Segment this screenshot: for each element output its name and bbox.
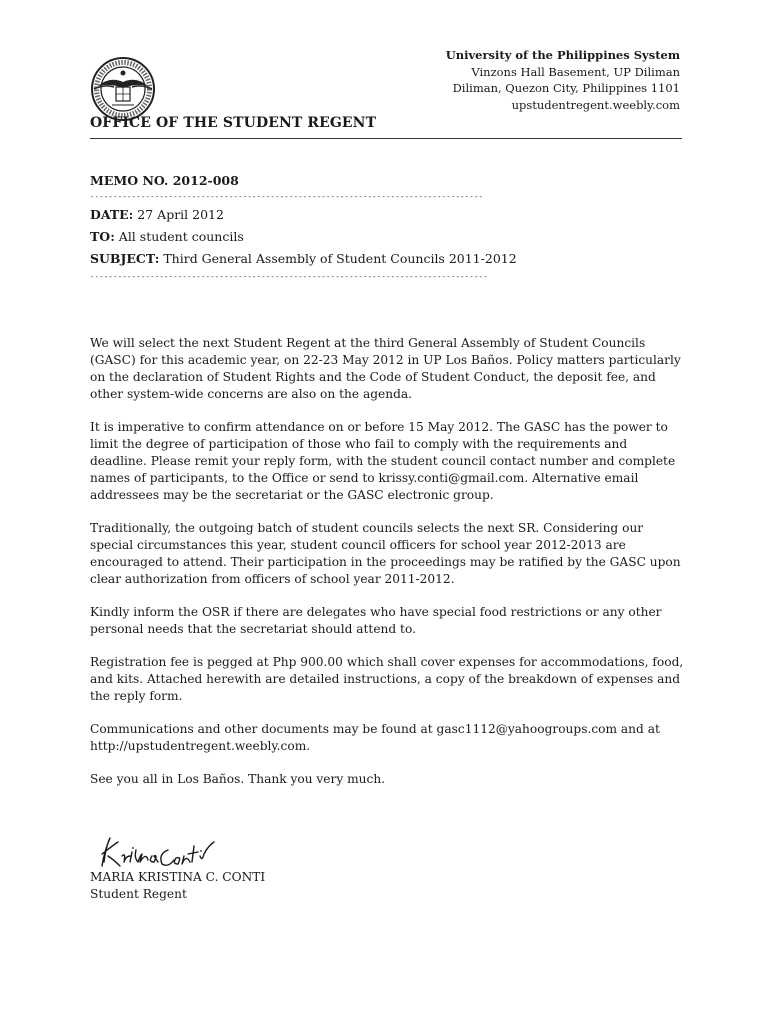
- memo-number: MEMO NO. 2012-008: [90, 173, 239, 188]
- signatory-block: [90, 869, 265, 903]
- memo-to: [90, 226, 517, 248]
- office-title: OFFICE OF THE STUDENT REGENT: [90, 115, 377, 131]
- up-seal-logo-icon: [90, 56, 156, 122]
- memo-separator-2: --------------------------------------------------------------------------------------: [90, 272, 488, 281]
- body-paragraph-5: Registration fee is pegged at Php 900.00 which shall cover expenses for accommodations, food, and kits. Attached herewith are detailed instructions, a copy of the breakdown of expenses and the reply form.: [90, 655, 684, 703]
- memo-separator: -------------------------------------------------------------------------------------: [90, 192, 484, 201]
- website-text: upstudentregent.weebly.com: [511, 97, 680, 112]
- signatory-title: Student Regent: [90, 887, 187, 901]
- memo-subject: [90, 248, 517, 270]
- header-divider: [90, 138, 682, 139]
- subject-label: SUBJECT:: [90, 251, 160, 266]
- body-paragraph-7: See you all in Los Baños. Thank you very much.: [90, 772, 386, 786]
- address-line-2: Diliman, Quezon City, Philippines 1101: [452, 81, 680, 95]
- body-paragraph-2: It is imperative to confirm attendance on or before 15 May 2012. The GASC has the power to limit the degree of participation of those who fail to comply with the requirements and deadline. Please remit your reply form, with the student council contact number and complete names of participants, to the Office or send to krissy.conti@gmail.com. Alternative email addressees may be the secretariat or the GASC electronic group.: [90, 420, 676, 502]
- subject-value: Third General Assembly of Student Councils 2011-2012: [159, 251, 517, 266]
- address-line-1: Vinzons Hall Basement, UP Diliman: [471, 64, 680, 79]
- institution-name: University of the Philippines System: [445, 48, 680, 62]
- body-paragraph-6: Communications and other documents may be found at gasc1112@yahoogroups.com and at http://upstudentregent.weebly.com.: [90, 722, 660, 753]
- signatory-name: MARIA KRISTINA C. CONTI: [90, 870, 266, 884]
- date-label: DATE:: [90, 207, 134, 222]
- letterhead-address: [446, 47, 680, 113]
- to-value: All student councils: [114, 229, 244, 244]
- body-paragraph-1: We will select the next Student Regent at the third General Assembly of Student Councils (GASC) for this academic year, on 22-23 May 2012 in UP Los Baños. Policy matters particularly on the declaration of Student Rights and the Code of Student Conduct, the deposit fee, and other system-wide concerns are also on the agenda.: [90, 336, 681, 401]
- body-paragraph-3: Traditionally, the outgoing batch of student councils selects the next SR. Considering our special circumstances this year, student council officers for school year 2012-2013 are encouraged to attend. Their participation in the proceedings may be ratified by the GASC upon clear authorization from officers of school year 2011-2012.: [90, 521, 681, 586]
- to-label: TO:: [90, 229, 115, 244]
- body-paragraph-4: Kindly inform the OSR if there are delegates who have special food restrictions or any other personal needs that the secretariat should attend to.: [90, 605, 662, 636]
- date-value: 27 April 2012: [133, 207, 224, 222]
- handwritten-signature-icon: [96, 832, 236, 874]
- memo-header: [90, 172, 517, 284]
- memo-body: [90, 335, 685, 804]
- memo-date: [90, 204, 517, 226]
